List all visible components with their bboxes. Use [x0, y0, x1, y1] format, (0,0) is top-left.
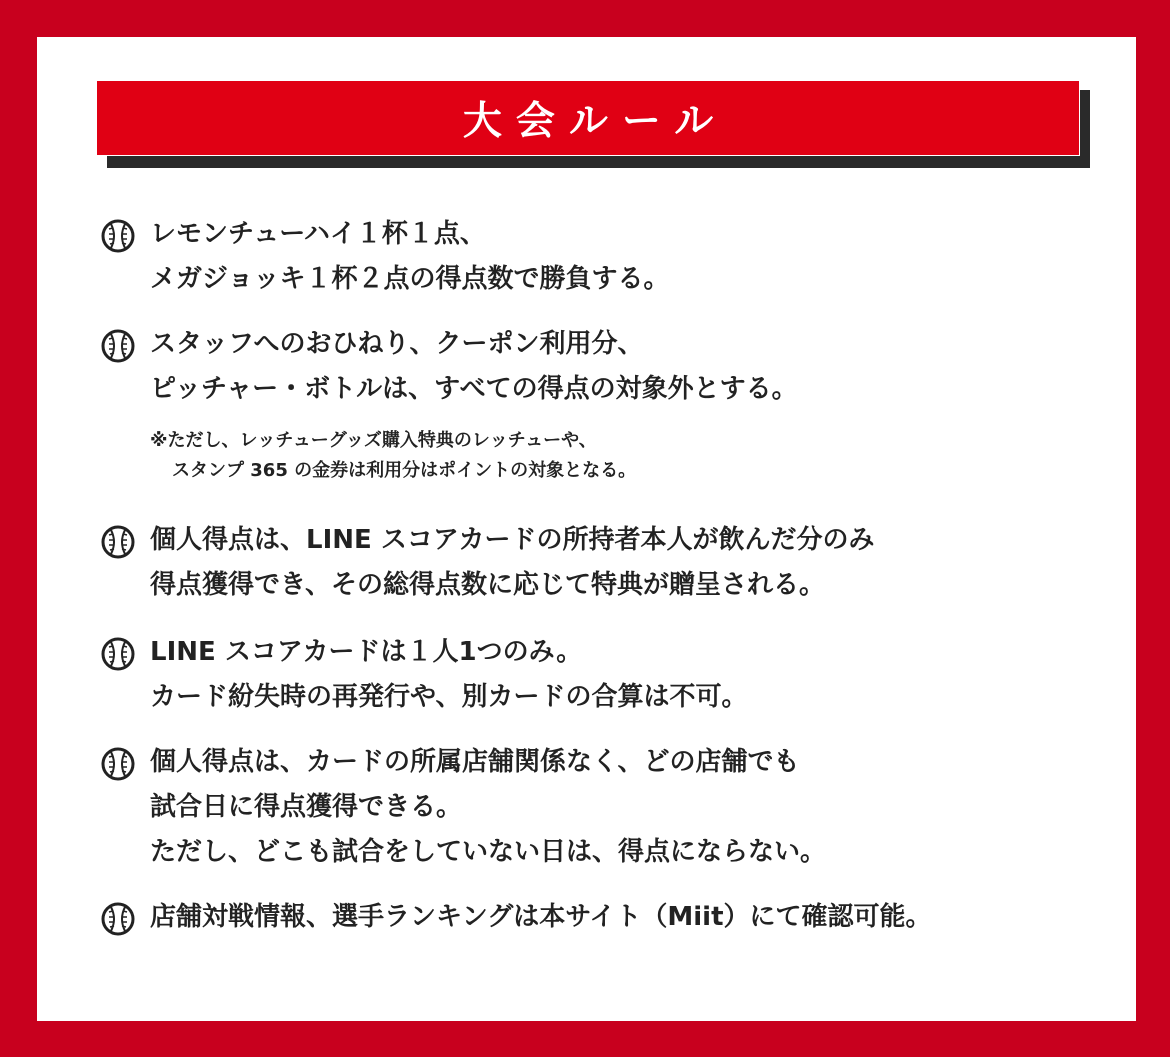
- baseball-icon: [100, 218, 136, 254]
- baseball-icon: [100, 524, 136, 560]
- rule-line: ただし、どこも試合をしていない日は、得点にならない。: [150, 837, 827, 867]
- page-title: 大会ルール: [462, 99, 728, 144]
- rule-item-6: [100, 895, 932, 940]
- rule-item-2: [100, 322, 798, 412]
- rule-item-4: [100, 630, 747, 720]
- rule-line: 個人得点は、LINE スコアカードの所持者本人が飲んだ分のみ: [150, 525, 875, 555]
- rule-line: 得点獲得でき、その総得点数に応じて特典が贈呈される。: [150, 570, 825, 600]
- rule-item-3: [100, 518, 875, 608]
- footnote: [150, 426, 636, 486]
- baseball-icon: [100, 901, 136, 937]
- rule-line: LINE スコアカードは１人1つのみ。: [150, 637, 583, 667]
- rule-line: カード紛失時の再発行や、別カードの合算は不可。: [150, 682, 748, 712]
- rule-line: 店舗対戦情報、選手ランキングは本サイト（Miit）にて確認可能。: [150, 902, 932, 932]
- rule-line: ピッチャー・ボトルは、すべての得点の対象外とする。: [150, 374, 798, 404]
- rule-line: メガジョッキ１杯２点の得点数で勝負する。: [150, 264, 670, 294]
- baseball-icon: [100, 328, 136, 364]
- title-banner: [96, 80, 1080, 156]
- rule-line: 試合日に得点獲得できる。: [150, 792, 463, 822]
- footnote-line: ※ただし、レッチューグッズ購入特典のレッチューや、: [150, 430, 597, 451]
- rule-item-1: [100, 212, 669, 302]
- baseball-icon: [100, 636, 136, 672]
- rule-line: レモンチューハイ１杯１点、: [150, 219, 486, 249]
- baseball-icon: [100, 746, 136, 782]
- rule-line: スタッフへのおひねり、クーポン利用分、: [150, 329, 644, 359]
- rule-item-5: [100, 740, 826, 875]
- footnote-line: スタンプ 365 の金券は利用分はポイントの対象となる。: [172, 460, 637, 481]
- rule-line: 個人得点は、カードの所属店舗関係なく、どの店舗でも: [150, 747, 800, 777]
